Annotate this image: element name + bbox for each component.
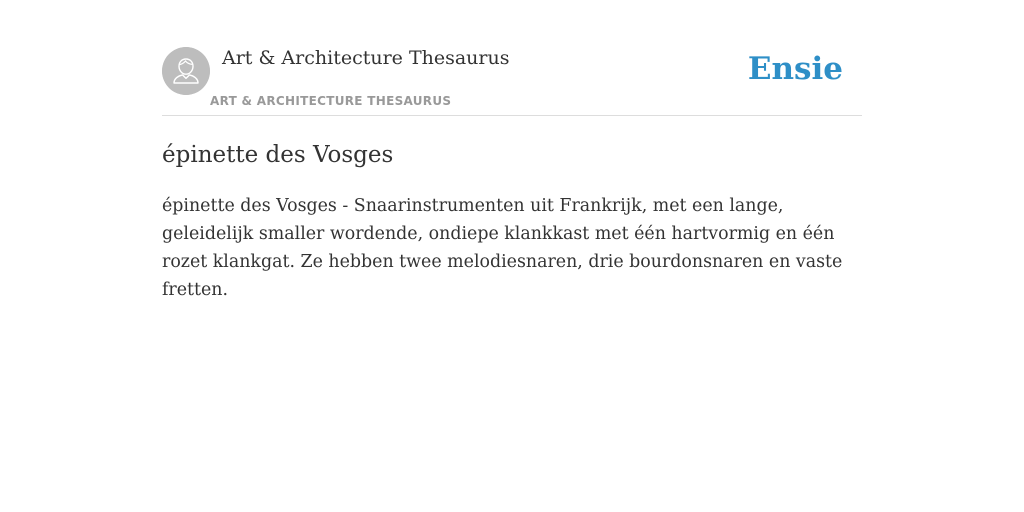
user-silhouette-icon — [162, 47, 210, 95]
author-avatar[interactable] — [162, 47, 210, 95]
author-name[interactable]: Art & Architecture Thesaurus — [222, 47, 510, 69]
brand-logo[interactable]: Ensie — [747, 51, 843, 87]
author-subtitle[interactable]: ART & ARCHITECTURE THESAURUS — [210, 94, 452, 108]
header — [162, 0, 862, 116]
article-body: épinette des Vosges - Snaarinstrumenten uit Frankrijk, met een lange, geleidelijk smaller wordende, ondiepe klankkast met één hartvormig en één rozet klankgat. Ze hebben twee melodiesnaren, drie bourdonsnaren en vaste fretten. — [162, 196, 843, 300]
page-container — [162, 0, 862, 300]
article-title: épinette des Vosges — [162, 142, 394, 168]
